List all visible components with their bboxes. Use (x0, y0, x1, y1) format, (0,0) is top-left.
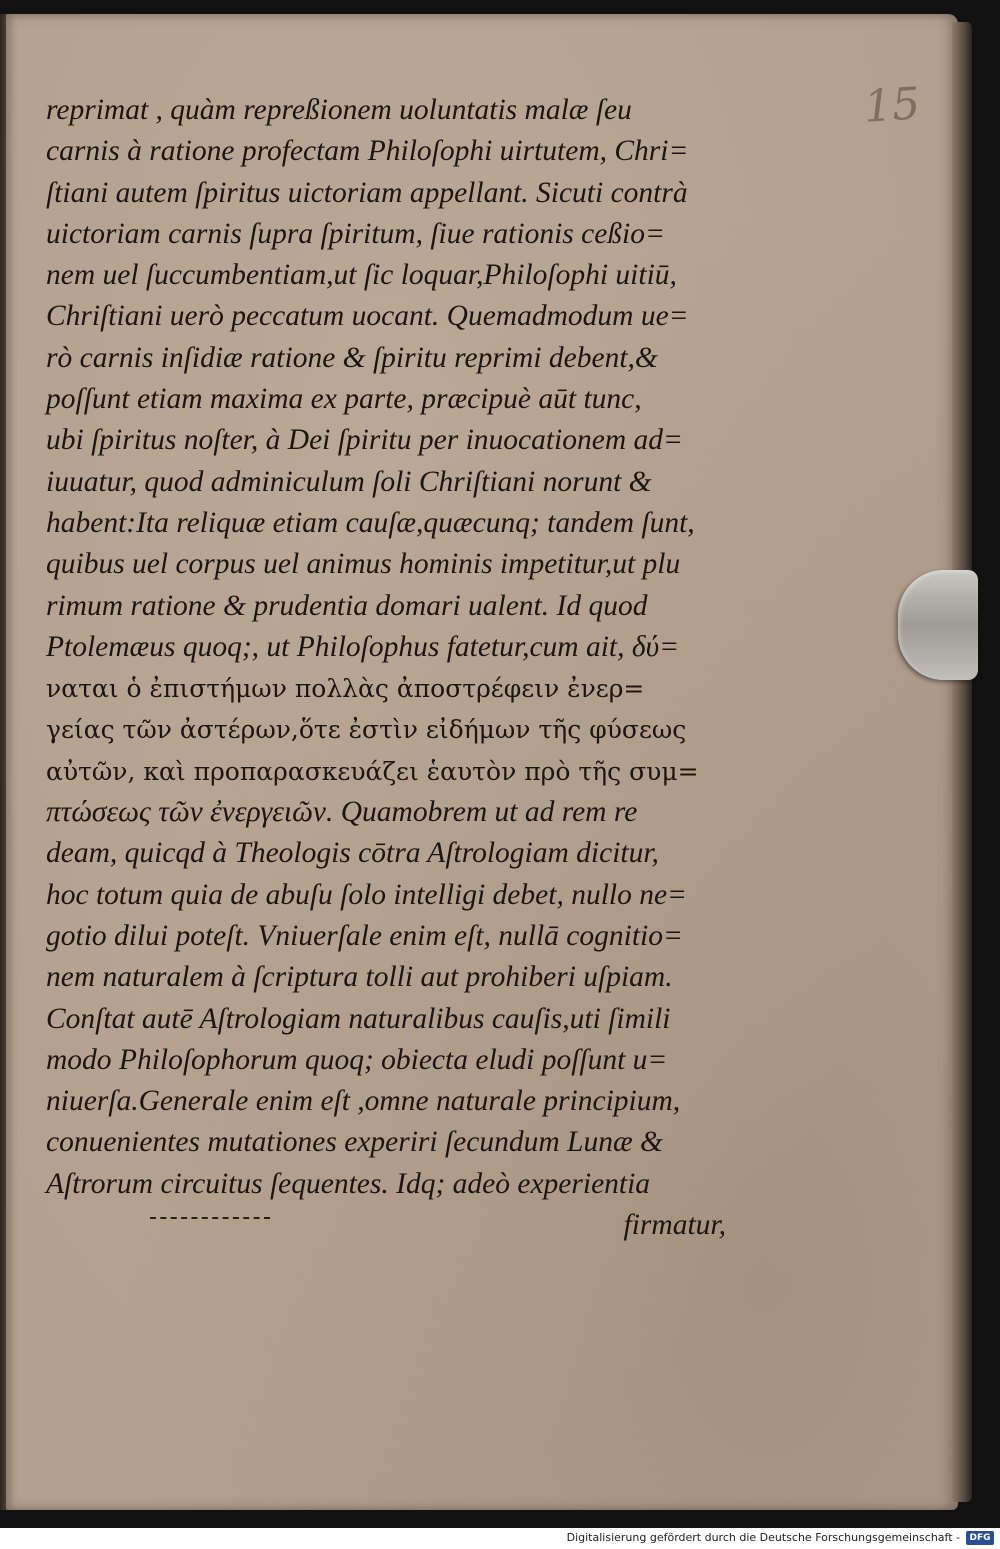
folio-number: 15 (862, 78, 922, 133)
page-clip (898, 570, 978, 680)
greek-text-line: γείας τῶν ἀστέρων,ὅτε ἐστὶν εἰδήμων τῆς φύσεως (46, 715, 687, 745)
greek-text-line: ναται ὁ ἐπιστήμων πολλὰς ἀποστρέφειν ἐνερ= (46, 674, 645, 704)
text-line: rimum ratione & prudentia domari ualent. Id quod (46, 589, 648, 622)
text-line: ubi ſpiritus noſter, à Dei ſpiritu per inuocationem ad= (46, 424, 683, 457)
text-line: hoc totum quia de abuſu ſolo intelligi debet, nullo ne= (46, 878, 687, 911)
text-line: πτώσεως τῶν ἐνεργειῶν. Quamobrem ut ad rem re (46, 796, 638, 829)
greek-text-line: αὐτῶν, καὶ προπαρασκευάζει ἑαυτὸν πρὸ τῆς συμ= (46, 756, 699, 786)
text-line: carnis à ratione profectam Philoſophi uirtutem, Chri= (46, 135, 689, 168)
text-line: rò carnis inſidiæ ratione & ſpiritu reprimi debent,& (46, 341, 658, 374)
text-line: Chriſtiani uerò peccatum uocant. Quemadmodum ue= (46, 300, 689, 333)
text-line: Aſtrorum circuitus ſequentes. Idq; adeò experientia (46, 1167, 651, 1200)
text-line: deam, quicqd à Theologis cōtra Aſtrologiam dicitur, (46, 837, 659, 870)
text-line: ſtiani autem ſpiritus uictoriam appellant. Sicuti contrà (46, 176, 688, 209)
underline-mark (150, 1214, 270, 1219)
text-line: nem uel ſuccumbentiam,ut ſic loquar,Philoſophi uitiū, (46, 259, 677, 292)
text-line: nem naturalem à ſcriptura tolli aut prohiberi uſpiam. (46, 961, 673, 994)
text-line: conuenientes mutationes experiri ſecundum Lunæ & (46, 1126, 663, 1159)
text-line: Conſtat autē Aſtrologiam naturalibus cauſis,uti ſimili (46, 1002, 671, 1035)
text-line: quibus uel corpus uel animus hominis impetitur,ut plu (46, 548, 681, 581)
text-line: niuerſa.Generale enim eſt ,omne naturale principium, (46, 1085, 681, 1118)
text-line: Ptolemæus quoq;, ut Philoſophus fatetur,cum ait, δύ= (46, 630, 680, 663)
text-block (46, 90, 726, 1246)
text-line: uictoriam carnis ſupra ſpiritum, ſiue rationis ceßio= (46, 217, 665, 250)
text-line: iuuatur, quod adminiculum ſoli Chriſtiani norunt & (46, 465, 652, 498)
text-line: reprimat , quàm repreßionem uoluntatis malæ ſeu (46, 94, 632, 126)
digitization-credit: Digitalisierung gefördert durch die Deutsche Forschungsgemeinschaft - (566, 1531, 960, 1544)
page-edge (952, 22, 972, 1502)
dfg-logo-icon: DFG (966, 1531, 994, 1545)
catchword: firmatur, (623, 1209, 726, 1242)
text-line: poſſunt etiam maxima ex parte, præcipuè aūt tunc, (46, 383, 642, 416)
text-line: gotio dilui poteſt. Vniuerſale enim eſt, nullā cognitio= (46, 919, 683, 952)
text-line: habent:Ita reliquæ etiam cauſæ,quæcunq; tandem ſunt, (46, 506, 695, 539)
text-line: modo Philoſophorum quoq; obiecta eludi poſſunt u= (46, 1043, 668, 1076)
